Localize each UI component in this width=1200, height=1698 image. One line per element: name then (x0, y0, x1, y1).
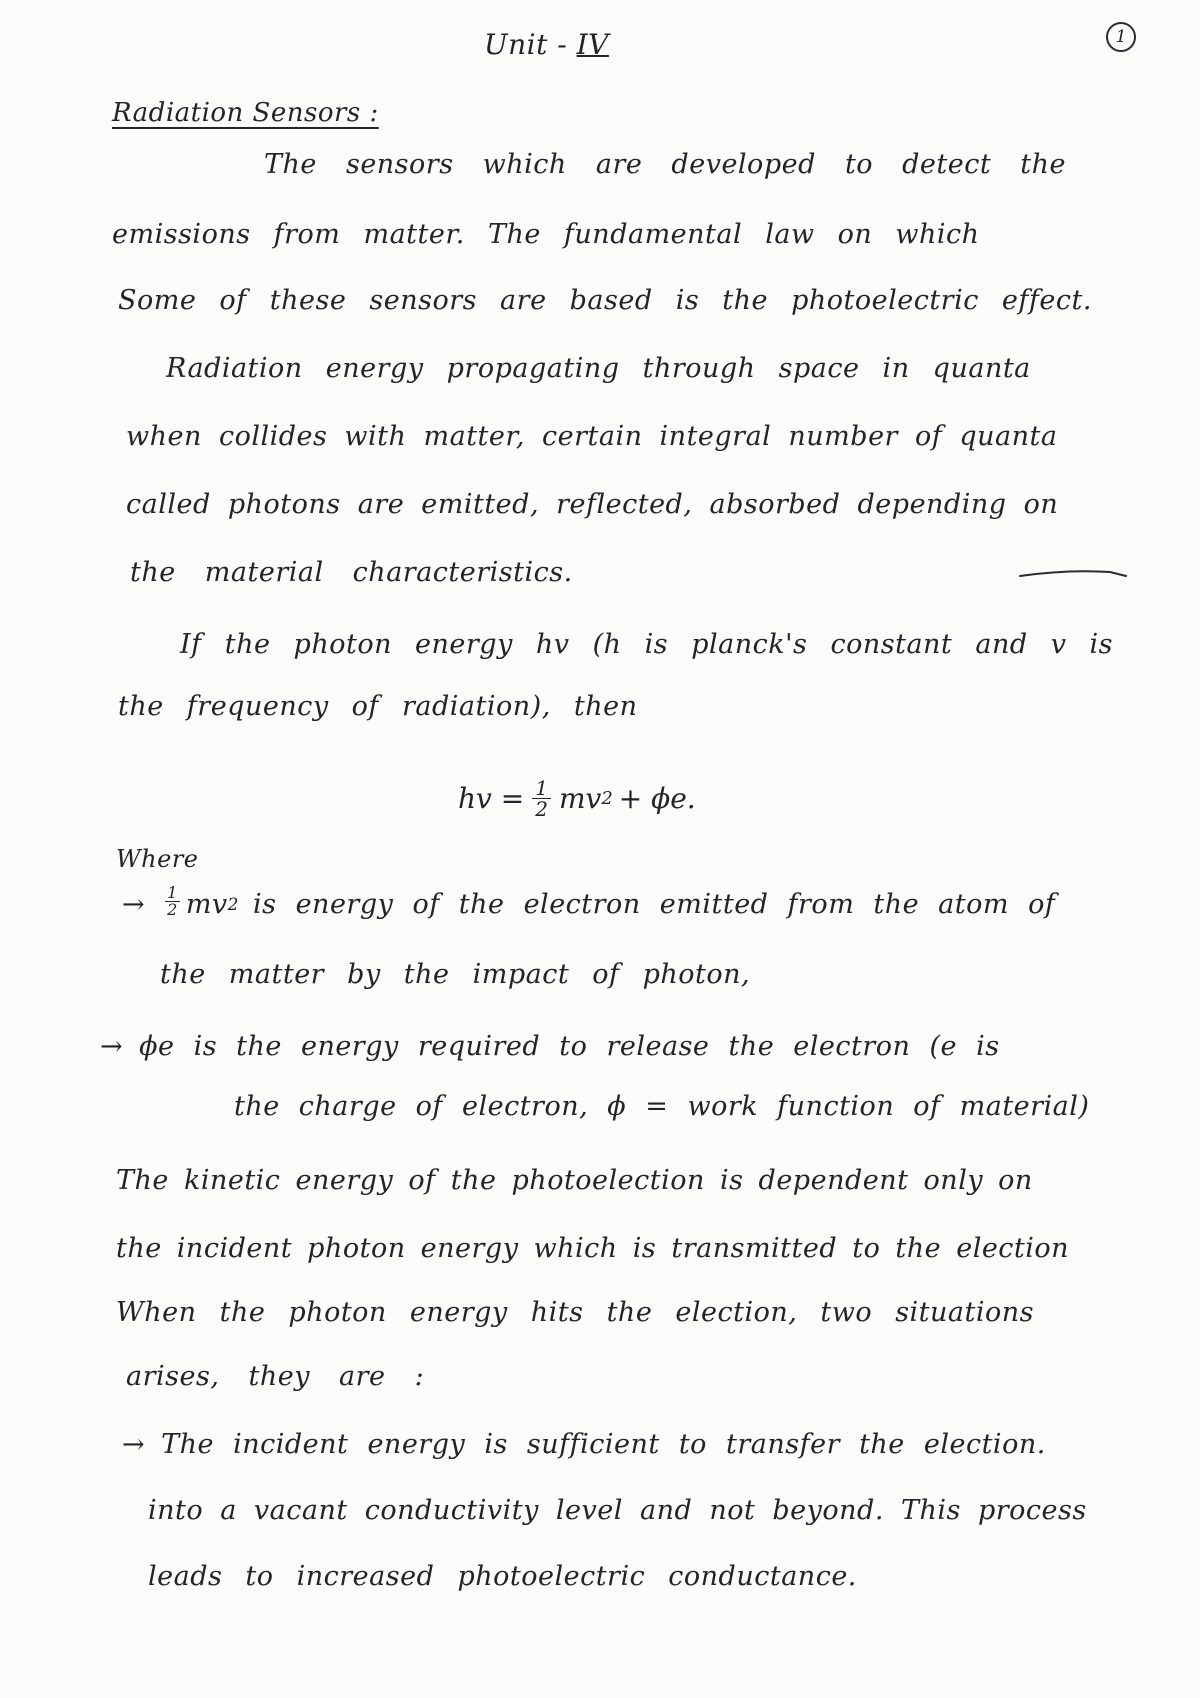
paragraph-line: Radiation energy propagating through space in quanta (166, 353, 1031, 384)
bullet-item (100, 1030, 1000, 1064)
paragraph-line: Some of these sensors are based is the photoelectric effect. (118, 285, 1092, 316)
paragraph-line: The sensors which are developed to detect the (264, 149, 1066, 180)
equation-tail: + ϕe. (618, 781, 696, 815)
pen-stroke (1018, 566, 1128, 580)
fraction-denominator: 2 (167, 899, 178, 919)
equation-fraction (532, 775, 551, 821)
arrow-icon: → (122, 889, 146, 920)
equation-term: mv (558, 781, 602, 815)
paragraph-line: emissions from matter. The fundamental law on which (112, 219, 980, 250)
page-number: 1 (1106, 22, 1136, 52)
fraction-numerator: 1 (167, 882, 178, 902)
bullet-text: is energy of the electron emitted from the atom of (253, 889, 1056, 920)
bullet-exponent: 2 (227, 895, 239, 915)
fraction-numerator: 1 (532, 778, 551, 799)
section-heading: Radiation Sensors : (112, 98, 379, 128)
paragraph-line: the frequency of radiation), then (118, 691, 638, 722)
unit-number: IV (576, 28, 609, 61)
equation-exponent: 2 (601, 787, 613, 809)
bullet-continuation: leads to increased photoelectric conductance. (148, 1561, 857, 1592)
bullet-fraction (165, 882, 180, 919)
equation-lhs: hv = (458, 781, 525, 815)
bullet-continuation: into a vacant conductivity level and not beyond. This process (148, 1495, 1087, 1526)
paragraph-line: the material characteristics. (130, 557, 573, 588)
paragraph-line: called photons are emitted, reflected, absorbed depending on (126, 489, 1059, 520)
arrow-icon: → (122, 1429, 146, 1460)
where-label: Where (116, 845, 199, 873)
bullet-text: The incident energy is sufficient to transfer the election. (161, 1429, 1046, 1460)
paragraph-line: When the photon energy hits the election, two situations (116, 1297, 1035, 1328)
photoelectric-equation (458, 768, 696, 828)
unit-title (484, 28, 609, 61)
paragraph-line: the incident photon energy which is transmitted to the election (116, 1233, 1070, 1264)
bullet-item (122, 1428, 1046, 1462)
bullet-text: ϕe is the energy required to release the electron (e is (139, 1031, 1000, 1062)
paragraph-line: arises, they are : (126, 1361, 425, 1392)
bullet-continuation: the matter by the impact of photon, (160, 959, 751, 990)
fraction-denominator: 2 (535, 796, 548, 821)
arrow-icon: → (100, 1031, 124, 1062)
paragraph-line: The kinetic energy of the photoelection is dependent only on (116, 1165, 1033, 1196)
unit-label: Unit - (484, 28, 577, 61)
bullet-continuation: the charge of electron, ϕ = work function of material) (234, 1091, 1090, 1122)
bullet-item (122, 882, 1056, 922)
bullet-term: mv (185, 889, 228, 920)
paragraph-line: If the photon energy hv (h is planck's constant and v is (180, 629, 1114, 660)
paragraph-line: when collides with matter, certain integral number of quanta (126, 421, 1058, 452)
